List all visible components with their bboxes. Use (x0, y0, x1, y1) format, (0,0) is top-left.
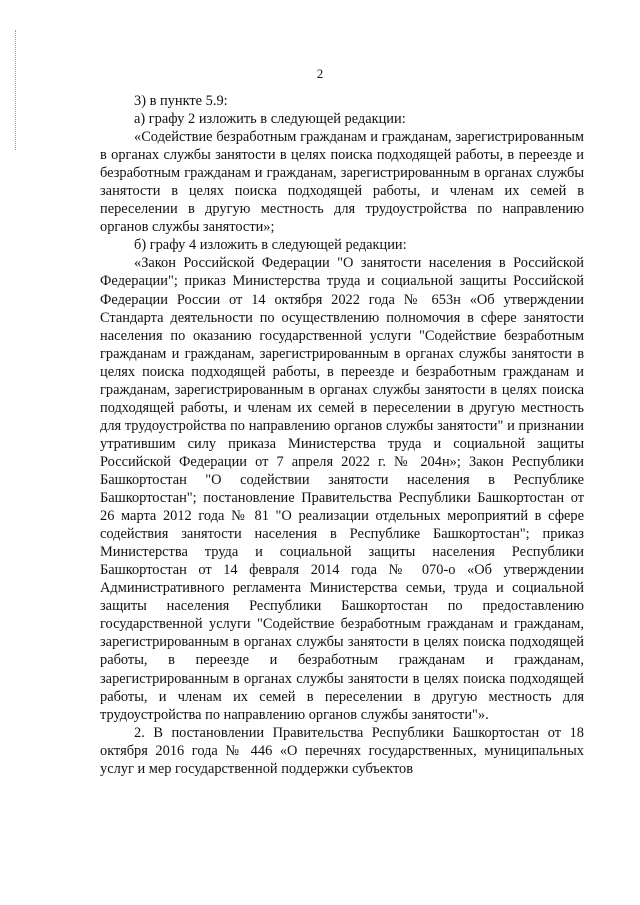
paragraph-column-4-text: «Закон Российской Федерации "О занятости населения в Российской Федерации"; приказ Министерства труда и социальной защиты Российской Федерации России от 14 октября 2022 года № 653н «Об утверждении Стандарта деятельности по осуществлению полномочия в сфере занятости населения по оказанию государственной услуги "Содействие безработным гражданам и гражданам, зарегистрированным в органах службы занятости в целях поиска подходящей работы, в переезде и безработным гражданам и гражданам, зарегистрированным в органах службы занятости в целях поиска подходящей работы, и членам их семей в переселении в другую местность для трудоустройства по направлению органов службы занятости" и признании утратившим силу приказа Министерства труда и социальной защиты Российской Федерации от 7 апреля 2022 г. № 204н»; Закон Республики Башкортостан "О содействии занятости населения в Республике Башкортостан"; постановление Правительства Республики Башкортостан от 26 марта 2012 года № 81 "О реализации отдельных мероприятий в сфере содействия занятости населения в Республике Башкортостан"; приказ Министерства труда и социальной защиты населения Республики Башкортостан от 14 февраля 2014 года № 070-о «Об утверждении Административного регламента Министерства семьи, труда и социальной защиты населения Республики Башкортостан по предоставлению государственной услуги "Содействие безработным гражданам и гражданам, зарегистрированным в органах службы занятости в целях поиска подходящей работы, в переезде и безработным гражданам и гражданам, зарегистрированным в органах службы занятости в целях поиска подходящей работы, и членам их семей в переселении в другую местность для трудоустройства по направлению органов службы занятости"». (100, 255, 584, 723)
paragraph-subitem-b: б) графу 4 изложить в следующей редакции: (134, 237, 407, 254)
document-body (100, 92, 584, 778)
paragraph-subitem-a: а) графу 2 изложить в следующей редакции: (134, 111, 406, 128)
page-number: 2 (316, 66, 324, 81)
binding-hole-marks (15, 30, 18, 150)
paragraph-item-3: 3) в пункте 5.9: (134, 93, 228, 109)
paragraph-column-2-text: «Содействие безработным гражданам и гражданам, зарегистрированным в органах службы занятости в целях поиска подходящей работы, в переезде и безработным гражданам и гражданам, зарегистрированным в органах службы занятости в целях поиска подходящей работы, и членам их семей в переселении в другую местность для трудоустройства по направлению органов службы занятости»; (100, 129, 584, 236)
paragraph-item-2: 2. В постановлении Правительства Республики Башкортостан от 18 октября 2016 года № 446 «О перечнях государственных, муниципальных услуг и мер государственной поддержки субъектов (100, 724, 584, 777)
